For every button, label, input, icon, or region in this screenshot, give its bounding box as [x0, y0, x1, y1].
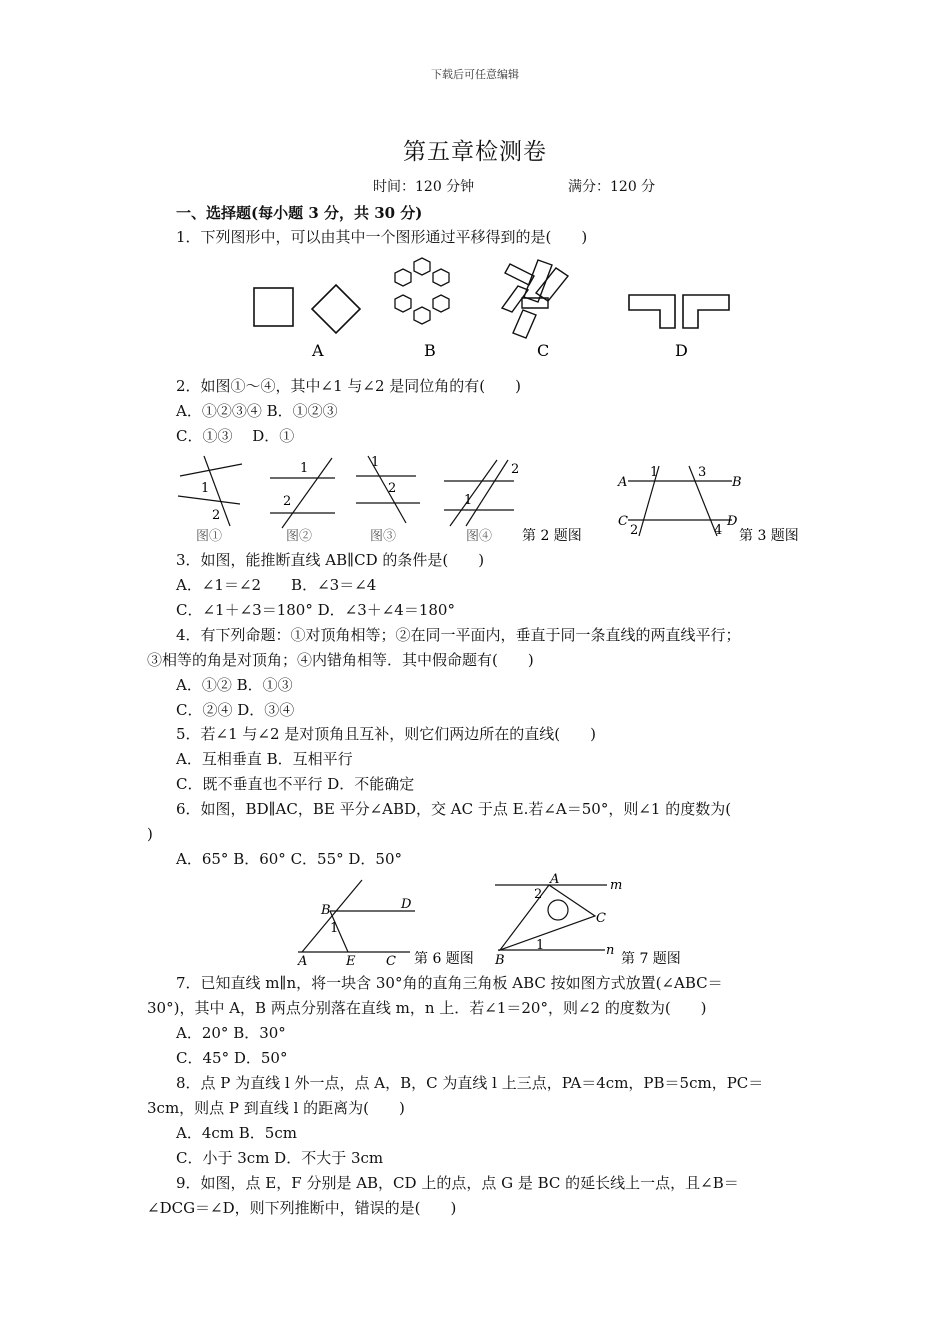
fig3-label: 图③	[370, 529, 397, 544]
q7-caption: 第 7 题图	[621, 951, 681, 967]
fig3-angle-2: 2	[388, 481, 397, 496]
q8-options-1: A．4cm B．5cm	[176, 1124, 297, 1142]
fig5-angle-3: 3	[698, 465, 707, 480]
q9-stem-2: ∠DCG＝∠D，则下列推断中，错误的是( )	[147, 1199, 457, 1217]
section-heading: 一、选择题(每小题 3 分，共 30 分)	[176, 204, 423, 222]
fig2-angle-2: 2	[283, 494, 292, 509]
q7-point-a: A	[550, 872, 560, 887]
q7-triangle-hole	[548, 900, 568, 920]
q1-hexagons-b	[395, 258, 449, 324]
fig2-label: 图②	[286, 529, 313, 544]
q6-point-b: B	[321, 903, 331, 918]
q3-options-2: C．∠1＋∠3＝180° D．∠3＋∠4＝180°	[176, 601, 455, 619]
q1-diamond-a	[312, 285, 360, 333]
fig5-angle-4: 4	[714, 523, 723, 538]
q1-stem: 1．下列图形中，可以由其中一个图形通过平移得到的是( )	[176, 228, 588, 246]
q5-stem: 5．若∠1 与∠2 是对顶角且互补，则它们两边所在的直线( )	[176, 725, 597, 743]
q7-options-2: C．45° D．50°	[176, 1049, 288, 1067]
q5-options-1: A．互相垂直 B．互相平行	[176, 750, 353, 768]
fig4-transversal-1	[450, 460, 497, 526]
q1-label-b: B	[424, 341, 436, 360]
q1-square-a	[254, 288, 293, 326]
q4-stem-2: ③相等的角是对顶角；④内错角相等．其中假命题有( )	[147, 651, 534, 669]
q2-options-1: A．①②③④ B．①②③	[176, 402, 338, 420]
q6-point-d: D	[401, 897, 412, 912]
q7-triangle	[500, 885, 595, 950]
q2-stem: 2．如图①～④，其中∠1 与∠2 是同位角的有( )	[176, 377, 522, 395]
q3-caption: 第 3 题图	[739, 528, 799, 544]
q6-stem-2: )	[147, 825, 153, 843]
q9-stem: 9．如图，点 E，F 分别是 AB，CD 上的点，点 G 是 BC 的延长线上一点，且∠B＝	[176, 1174, 739, 1192]
q1-label-d: D	[675, 341, 688, 360]
fig5-angle-1: 1	[650, 465, 659, 480]
q1-figures	[240, 250, 740, 365]
q1-label-c: C	[537, 341, 550, 360]
q6-angle-1: 1	[330, 921, 339, 936]
q6-options-1: A．65° B．60° C．55° D．50°	[176, 850, 403, 868]
q7-angle-2: 2	[534, 887, 543, 902]
q6-q7-figures	[290, 872, 710, 972]
fig5-point-c: C	[618, 514, 628, 529]
exam-time: 时间：120 分钟	[373, 179, 475, 195]
q7-line-m-label: m	[610, 878, 623, 893]
q6-point-a: A	[298, 954, 308, 969]
q2-caption: 第 2 题图	[522, 528, 582, 544]
q6-caption: 第 6 题图	[414, 951, 474, 967]
q3-options-1: A．∠1＝∠2 B．∠3＝∠4	[176, 576, 377, 594]
q8-stem-2: 3cm，则点 P 到直线 l 的距离为( )	[147, 1099, 405, 1117]
q1-rects-c	[502, 260, 568, 338]
q7-line-n-label: n	[606, 943, 615, 958]
fig5-point-a: A	[618, 475, 628, 490]
q1-lshapes-d	[629, 295, 729, 328]
q2-q3-figures	[170, 448, 820, 548]
q7-angle-1: 1	[536, 938, 545, 953]
q4-stem: 4．有下列命题：①对顶角相等；②在同一平面内，垂直于同一条直线的两直线平行；	[176, 626, 741, 644]
fig5-point-b: B	[732, 475, 742, 490]
q7-options-1: A．20° B．30°	[176, 1024, 286, 1042]
fig1-angle-1: 1	[201, 481, 210, 496]
fig1-label: 图①	[196, 529, 223, 544]
q6-point-e: E	[346, 954, 356, 969]
fig5-point-d: D	[727, 514, 738, 529]
fig1-line-bottom	[178, 496, 240, 504]
page-title: 第五章检测卷	[403, 139, 547, 165]
q7-stem-2: 30°)，其中 A，B 两点分别落在直线 m，n 上．若∠1＝20°，则∠2 的度数为( )	[147, 999, 707, 1017]
fig4-angle-1: 1	[464, 493, 473, 508]
q3-stem: 3．如图，能推断直线 AB∥CD 的条件是( )	[176, 551, 485, 569]
fig4-label: 图④	[466, 529, 493, 544]
fig3-angle-1: 1	[371, 455, 380, 470]
fig1-angle-2: 2	[212, 508, 221, 523]
q8-options-2: C．小于 3cm D．不大于 3cm	[176, 1149, 384, 1167]
fig2-angle-1: 1	[300, 461, 309, 476]
page-header: 下载后可任意编辑	[431, 68, 519, 81]
fig5-angle-2: 2	[630, 523, 639, 538]
fig4-angle-2: 2	[511, 462, 520, 477]
fig4-transversal-2	[466, 460, 508, 526]
q1-label-a: A	[312, 341, 324, 360]
q5-options-2: C．既不垂直也不平行 D．不能确定	[176, 775, 415, 793]
q7-stem: 7．已知直线 m∥n，将一块含 30°角的直角三角板 ABC 按如图方式放置(∠ABC＝	[176, 974, 723, 992]
q2-options-2: C．①③ D．①	[176, 427, 295, 445]
exam-score: 满分：120 分	[568, 179, 656, 195]
q6-point-c: C	[386, 954, 396, 969]
q4-options-1: A．①② B．①③	[176, 676, 293, 694]
q8-stem: 8．点 P 为直线 l 外一点，点 A，B，C 为直线 l 上三点，PA＝4cm，PB＝5cm，PC＝	[176, 1074, 764, 1092]
q7-point-b: B	[495, 953, 505, 968]
q7-point-c: C	[596, 911, 606, 926]
q6-stem: 6．如图，BD∥AC，BE 平分∠ABD，交 AC 于点 E.若∠A＝50°，则∠1 的度数为(	[176, 800, 732, 818]
q4-options-2: C．②④ D．③④	[176, 701, 295, 719]
